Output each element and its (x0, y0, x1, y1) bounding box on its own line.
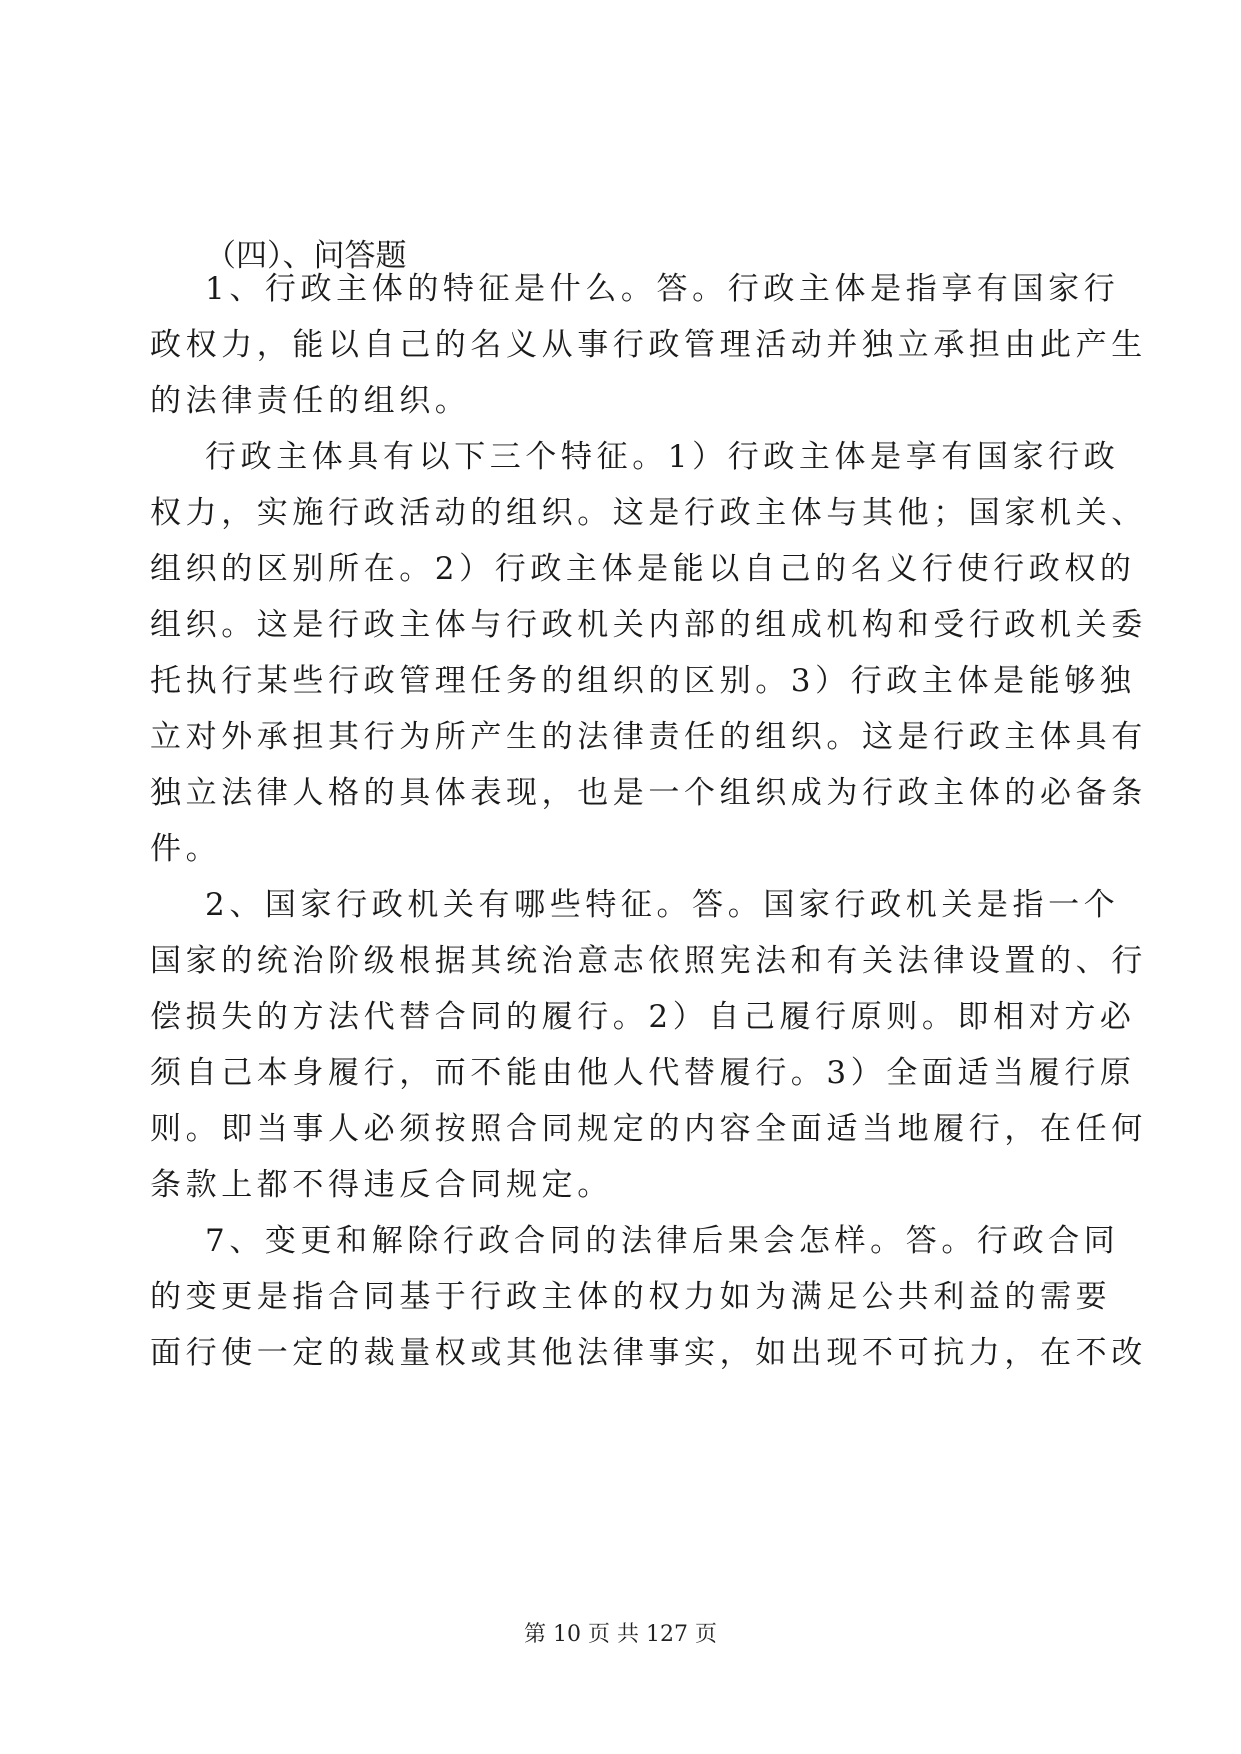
paragraph-line: 托执行某些行政管理任务的组织的区别。3）行政主体是能够独 (150, 663, 1136, 699)
paragraph-line: 组织的区别所在。2）行政主体是能以自己的名义行使行政权的 (150, 551, 1136, 587)
paragraph-line: 政权力，能以自己的名义从事行政管理活动并独立承担由此产生 (150, 327, 1147, 363)
paragraph-line: 7、变更和解除行政合同的法律后果会怎样。答。行政合同 (205, 1223, 1120, 1259)
paragraph-line: 立对外承担其行为所产生的法律责任的组织。这是行政主体具有 (150, 719, 1147, 755)
paragraph-line: 国家的统治阶级根据其统治意志依照宪法和有关法律设置的、行 (150, 943, 1147, 979)
paragraph-line: 独立法律人格的具体表现，也是一个组织成为行政主体的必备条 (150, 775, 1147, 811)
paragraph-line: 条款上都不得违反合同规定。 (150, 1167, 613, 1203)
paragraph-line: 1、行政主体的特征是什么。答。行政主体是指享有国家行 (205, 271, 1120, 307)
paragraph-line: 组织。这是行政主体与行政机关内部的组成机构和受行政机关委 (150, 607, 1147, 643)
paragraph-line: 须自己本身履行，而不能由他人代替履行。3）全面适当履行原 (150, 1055, 1136, 1091)
paragraph-line: 的变更是指合同基于行政主体的权力如为满足公共利益的需要 (150, 1279, 1112, 1315)
paragraph-line: 则。即当事人必须按照合同规定的内容全面适当地履行，在任何 (150, 1111, 1147, 1147)
paragraph-line: 2、国家行政机关有哪些特征。答。国家行政机关是指一个 (205, 887, 1120, 923)
paragraph-line: 权力，实施行政活动的组织。这是行政主体与其他；国家机关、 (150, 495, 1147, 531)
section-heading: （四）、问答题 (205, 238, 407, 274)
paragraph-line: 的法律责任的组织。 (150, 383, 471, 419)
paragraph-line: 行政主体具有以下三个特征。1）行政主体是享有国家行政 (205, 439, 1120, 475)
paragraph-line: 件。 (150, 831, 222, 867)
paragraph-line: 偿损失的方法代替合同的履行。2）自己履行原则。即相对方必 (150, 999, 1136, 1035)
paragraph-line: 面行使一定的裁量权或其他法律事实，如出现不可抗力，在不改 (150, 1335, 1147, 1371)
page-number-footer: 第 10 页 共 127 页 (524, 1622, 717, 1647)
